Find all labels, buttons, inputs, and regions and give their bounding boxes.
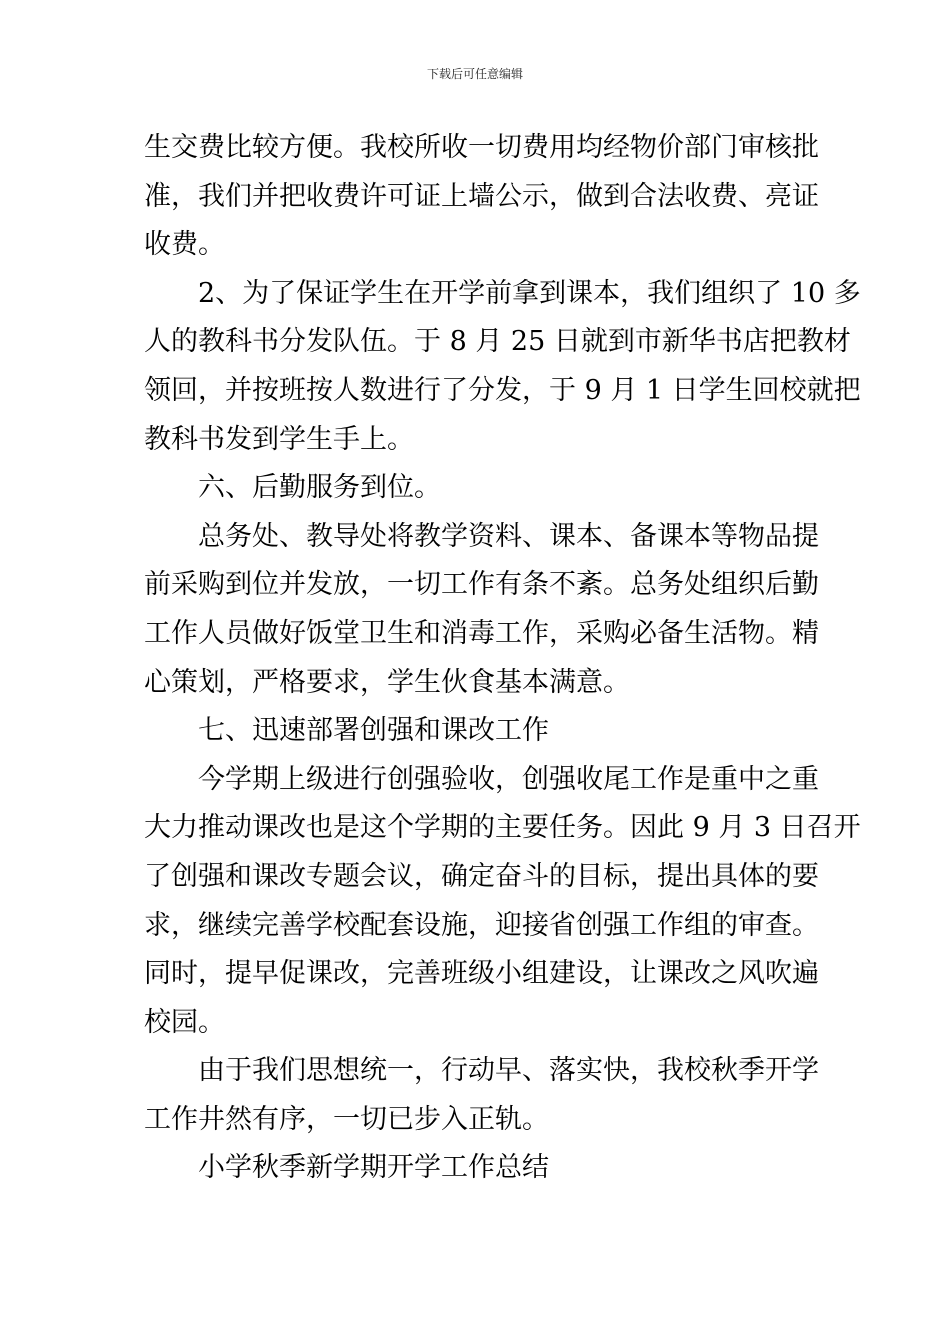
text-line: 了创强和课改专题会议，确定奋斗的目标，提出具体的要 [144,860,819,892]
text-line: 心策划，严格要求，学生伙食基本满意。 [144,666,630,698]
header-note: 下载后可任意编辑 [426,67,523,81]
text-line: 今学期上级进行创强验收，创强收尾工作是重中之重 [198,763,819,795]
text-line: 教科书发到学生手上。 [144,423,414,455]
text-line: 大力推动课改也是这个学期的主要任务。因此 9 月 3 日召开 [144,812,861,844]
text-line: 校园。 [144,1006,225,1038]
text-line: 工作井然有序，一切已步入正轨。 [144,1103,549,1135]
text-line: 总务处、教导处将教学资料、课本、备课本等物品提 [198,520,819,552]
section-heading: 六、后勤服务到位。 [198,472,441,504]
text-line: 求，继续完善学校配套设施，迎接省创强工作组的审查。 [144,909,819,941]
text-line: 领回，并按班按人数进行了分发，于 9 月 1 日学生回校就把 [144,374,861,406]
section-heading: 七、迅速部署创强和课改工作 [198,715,549,747]
text-line: 2、为了保证学生在开学前拿到课本，我们组织了 10 多 [198,277,861,309]
text-line: 人的教科书分发队伍。于 8 月 25 日就到市新华书店把教材 [144,326,851,358]
text-line: 由于我们思想统一，行动早、落实快，我校秋季开学 [198,1055,819,1087]
text-line: 生交费比较方便。我校所收一切费用均经物价部门审核批 [144,132,819,163]
document-title: 小学秋季新学期开学工作总结 [198,1152,549,1184]
text-line: 准，我们并把收费许可证上墙公示，做到合法收费、亮证 [144,180,819,212]
text-line: 收费。 [144,229,225,261]
text-line: 同时，提早促课改，完善班级小组建设，让课改之风吹遍 [144,958,819,990]
text-line: 前采购到位并发放，一切工作有条不紊。总务处组织后勤 [144,569,819,601]
body-text [144,124,861,1193]
text-line: 工作人员做好饭堂卫生和消毒工作，采购必备生活物。精 [144,617,819,649]
